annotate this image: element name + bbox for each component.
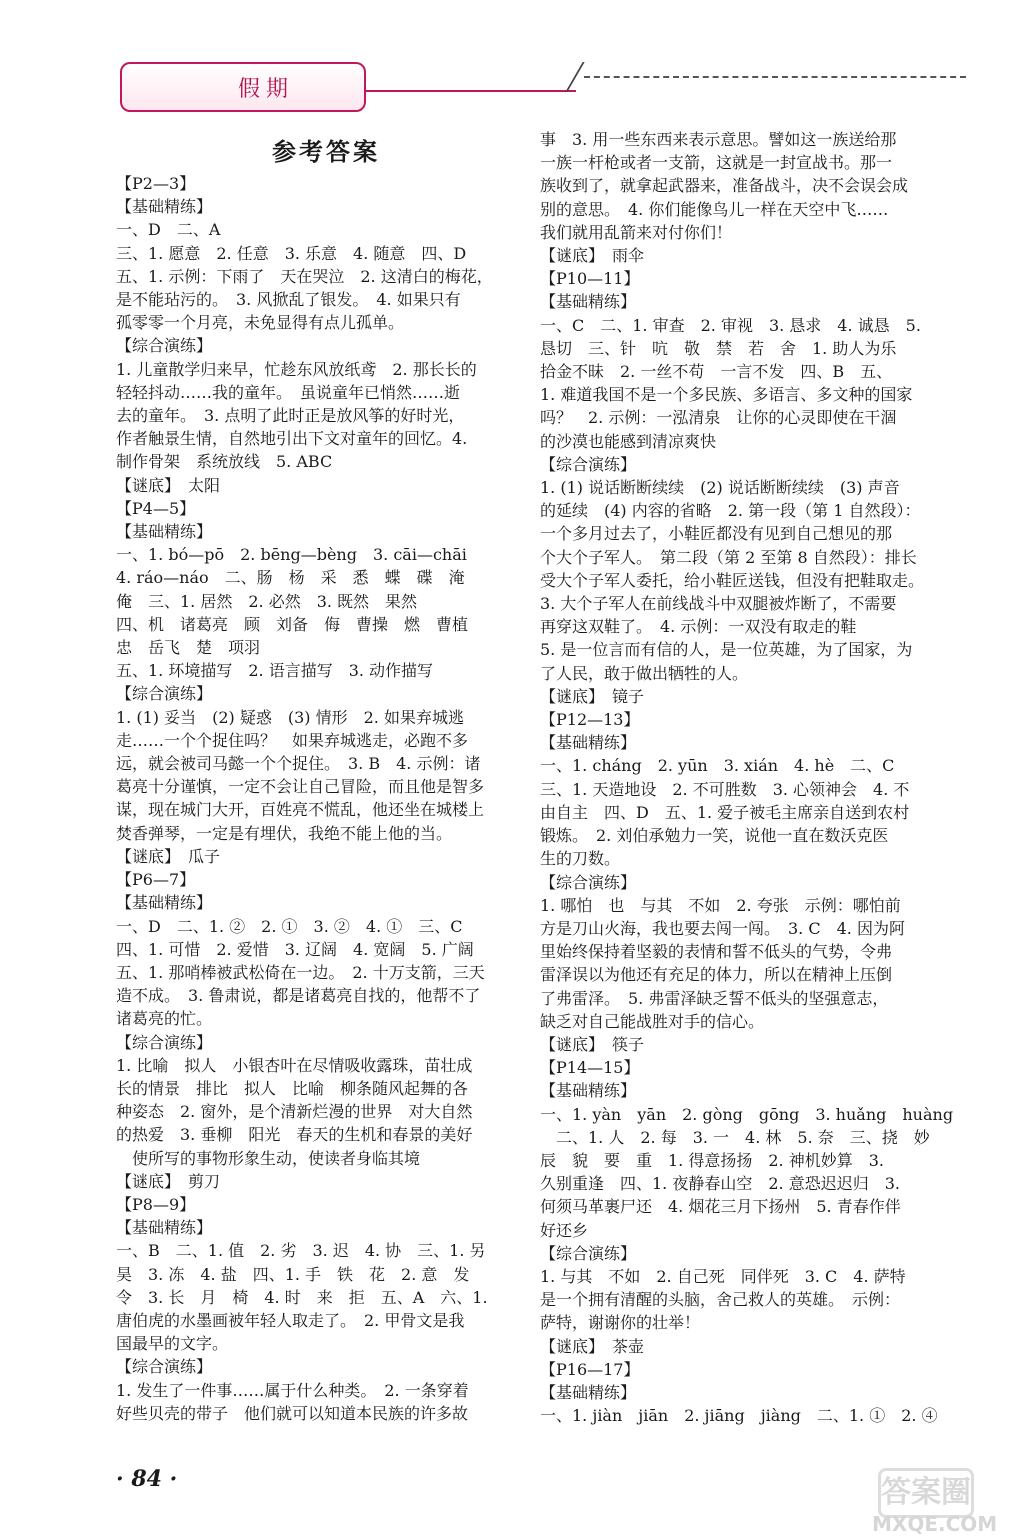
answer-line: 是一个拥有清醒的头脑，舍己救人的英雄。 示例：: [540, 1290, 901, 1310]
answer-line: 恳切 三、针 吭 敬 禁 若 舍 1. 助人为乐: [540, 338, 897, 358]
answer-line: 1. 比喻 拟人 小银杏叶在尽情吸收露珠，苗壮成: [116, 1055, 473, 1075]
answer-line: 【P4—5】: [116, 498, 196, 518]
answer-line: 1. 难道我国不是一个多民族、多语言、多文种的国家: [540, 385, 913, 405]
answer-line: 三、1. 天造地设 2. 不可胜数 3. 心领神会 4. 不: [540, 779, 910, 799]
header-tab-label: 假期: [238, 77, 295, 102]
answer-line: 【综合演练】: [116, 1032, 213, 1052]
answer-line: 【基础精练】: [116, 197, 213, 217]
answer-line: 去的童年。 3. 点明了此时正是放风筝的好时光，: [116, 406, 465, 426]
answer-line: 一个多月过去了，小鞋匠都没有见到自己想见的那: [540, 524, 893, 544]
answer-line: 诸葛亮的忙。: [116, 1009, 213, 1029]
answer-line: 一、B 二、1. 值 2. 劣 3. 迟 4. 协 三、1. 另: [116, 1241, 486, 1261]
answer-line: 【综合演练】: [116, 684, 213, 704]
answer-line: 何须马革裹尸还 4. 烟花三月下扬州 5. 青春作伴: [540, 1197, 901, 1217]
answer-line: 【基础精练】: [540, 292, 637, 312]
answer-line: 造不成。 3. 鲁肃说，都是诸葛亮自找的，他帮不了: [116, 986, 481, 1006]
answer-line: 【P8—9】: [116, 1194, 196, 1214]
answer-line: 吗？ 2. 示例：一泓清泉 让你的心灵即使在干涸: [540, 408, 897, 428]
answer-line: 族收到了，就拿起武器来，准备战斗，决不会误会成: [540, 176, 909, 196]
answer-line: 孤零零一个月亮，未免显得有点儿孤单。: [116, 313, 405, 333]
answer-line: 由自主 四、D 五、1. 爱子被毛主席亲自送到农村: [540, 802, 910, 822]
answer-line: 的延续 (4) 内容的省略 2. 第一段（第 1 自然段）：: [540, 501, 921, 521]
answer-line: 拾金不昧 2. 一丝不苟 一言不发 四、B 五、: [540, 362, 893, 382]
answer-line: 忠 岳飞 楚 项羽: [116, 638, 261, 658]
answer-line: 【综合演练】: [540, 1243, 637, 1263]
answer-line: 5. 是一位言而有信的人，是一位英雄，为了国家，为: [540, 640, 913, 660]
answer-line: 的热爱 3. 垂柳 阳光 春天的生机和春景的美好: [116, 1125, 473, 1145]
answer-line: 四、1. 可惜 2. 爱惜 3. 辽阔 4. 宽阔 5. 广阔: [116, 939, 474, 959]
answer-line: 锻炼。 2. 刘伯承勉力一笑，说他一直在数沃克医: [540, 826, 889, 846]
answer-line: 【P6—7】: [116, 870, 196, 890]
answer-line: 【谜底】 镜子: [540, 686, 645, 706]
watermark-logo: 答案圈: [878, 1468, 974, 1518]
answer-line: 雷泽误以为他还有充足的体力，所以在精神上压倒: [540, 965, 893, 985]
answer-line: 一、1. jiàn jiān 2. jiāng jiàng 二、1. ① 2. ④: [540, 1406, 938, 1426]
right-column: [540, 128, 968, 1427]
answer-line: 事 3. 用一些东西来表示意思。譬如这一族送给那: [540, 130, 897, 149]
answer-line: 长的情景 排比 拟人 比喻 柳条随风起舞的各: [116, 1078, 469, 1098]
answer-line: 【P16—17】: [540, 1359, 640, 1379]
answer-line: 一、1. yàn yān 2. gòng gōng 3. huǎng huàng: [540, 1104, 954, 1124]
answer-line: 葛亮十分谨慎，一定不会让自己冒险，而且他是智多: [116, 777, 485, 797]
answer-line: 1. 儿童散学归来早，忙趁东风放纸鸢 2. 那长长的: [116, 359, 477, 379]
answer-line: 一、D 二、A: [116, 220, 221, 240]
answer-line: 是不能玷污的。 3. 风掀乱了银发。 4. 如果只有: [116, 290, 461, 310]
answer-line: 一族一杆枪或者一支箭，这就是一封宣战书。那一: [540, 153, 893, 173]
header-tab: [120, 62, 366, 112]
answer-line: 俺 三、1. 居然 2. 必然 3. 既然 果然: [116, 591, 418, 611]
answer-line: 国最早的文字。: [116, 1334, 229, 1354]
answer-line: 【综合演练】: [116, 1357, 213, 1377]
answer-line: 一、C 二、1. 审查 2. 审视 3. 恳求 4. 诚恳 5.: [540, 315, 921, 335]
answer-line: 一、1. cháng 2. yūn 3. xián 4. hè 二、C: [540, 756, 895, 776]
answer-line: 1. (1) 说话断断续续 (2) 说话断断续续 (3) 声音: [540, 478, 900, 498]
answer-line: 【基础精练】: [116, 522, 213, 542]
answer-line: 辰 貌 要 重 1. 得意扬扬 2. 神机妙算 3.: [540, 1150, 884, 1170]
answer-line: 【基础精练】: [116, 1218, 213, 1238]
answer-line: 里始终保持着坚毅的表情和誓不低头的气势，令弗: [540, 942, 893, 962]
answer-line: 【谜底】 雨伞: [540, 246, 645, 266]
answer-line: 【谜底】 筷子: [540, 1034, 645, 1054]
answer-line: 萨特，谢谢你的壮举！: [540, 1313, 701, 1333]
answer-line: 三、1. 愿意 2. 任意 3. 乐意 4. 随意 四、D: [116, 243, 467, 263]
header-rule: [366, 90, 576, 92]
header-slant-divider: [565, 62, 584, 92]
answer-line: 我们就用乱箭来对付你们！: [540, 222, 733, 242]
answer-line: 个大个子军人。 第二段（第 2 至第 8 自然段）：排长: [540, 547, 917, 567]
answer-line: 【谜底】 瓜子: [116, 846, 221, 866]
answer-line: 五、1. 示例：下雨了 天在哭泣 2. 这清白的梅花，: [116, 266, 493, 286]
watermark-url: MXQE.COM: [872, 1512, 998, 1536]
answer-line: 焚香弹琴，一定是有埋伏，我绝不能上他的当。: [116, 823, 453, 843]
answer-line: 1. (1) 妥当 (2) 疑惑 (3) 情形 2. 如果弃城逃: [116, 707, 464, 727]
answer-line: 1. 哪怕 也 与其 不如 2. 夸张 示例：哪怕前: [540, 895, 901, 915]
answer-line: 3. 大个子军人在前线战斗中双腿被炸断了，不需要: [540, 594, 897, 614]
answer-line: 种姿态 2. 窗外，是个清新烂漫的世界 对大自然: [116, 1102, 473, 1122]
answer-line: 【P10—11】: [540, 269, 640, 289]
answer-line: 五、1. 那哨棒被武松倚在一边。 2. 十万支箭，三天: [116, 962, 485, 982]
answer-line: 4. ráo—náo 二、肠 杨 采 悉 蝶 碟 淹: [116, 568, 465, 588]
page-title: 参考答案: [272, 138, 380, 166]
answer-line: 昊 3. 冻 4. 盐 四、1. 手 铁 花 2. 意 发: [116, 1264, 470, 1284]
answer-line: 走……一个个捉住吗？ 如果弃城逃走，必跑不多: [116, 730, 469, 750]
answer-line: 远，就会被司马懿一个个捉住。 3. B 4. 示例：诸: [116, 754, 481, 774]
answer-line: 【P12—13】: [540, 710, 640, 730]
answer-line: 作者触景生情，自然地引出下文对童年的回忆。4.: [116, 429, 468, 449]
answer-line: 的沙漠也能感到清凉爽快: [540, 431, 717, 451]
answer-line: 【P2—3】: [116, 174, 196, 193]
answer-line: 五、1. 环境描写 2. 语言描写 3. 动作描写: [116, 661, 434, 681]
answer-line: 久别重逢 四、1. 夜静春山空 2. 意恐迟迟归 3.: [540, 1174, 900, 1194]
answer-line: 【谜底】 茶壶: [540, 1336, 645, 1356]
answer-line: 制作骨架 系统放线 5. ABC: [116, 452, 333, 472]
answer-line: 1. 与其 不如 2. 自己死 同伴死 3. C 4. 萨特: [540, 1266, 906, 1286]
answer-line: 【P14—15】: [540, 1058, 640, 1078]
answer-line: 受大个子军人委托，给小鞋匠送钱，但没有把鞋取走。: [540, 570, 925, 590]
answer-line: 方是刀山火海，我也要去闯一闯。 3. C 4. 因为阿: [540, 918, 905, 938]
answer-line: 再穿这双鞋了。 4. 示例：一双没有取走的鞋: [540, 617, 857, 637]
answer-line: 【综合演练】: [540, 872, 637, 892]
answer-line: 使所写的事物形象生动，使读者身临其境: [116, 1148, 421, 1168]
answer-line: 【综合演练】: [540, 454, 637, 474]
answer-line: 好些贝壳的带子 他们就可以知道本民族的许多故: [116, 1403, 469, 1423]
answer-line: 【谜底】 剪刀: [116, 1171, 221, 1191]
answer-line: 生的刀数。: [540, 849, 621, 869]
answer-line: 一、1. bó—pō 2. bēng—bèng 3. cāi—chāi: [116, 545, 467, 565]
answer-line: 二、1. 人 2. 每 3. 一 4. 林 5. 奈 三、挠 妙: [540, 1127, 930, 1147]
answer-line: 好还乡: [540, 1220, 589, 1240]
answer-line: 别的意思。 4. 你们能像鸟儿一样在天空中飞……: [540, 199, 889, 219]
answer-line: 一、D 二、1. ② 2. ① 3. ② 4. ① 三、C: [116, 916, 463, 936]
answer-line: 【基础精练】: [540, 733, 637, 753]
answer-line: 【谜底】 太阳: [116, 475, 221, 495]
right-answer-lines: [540, 128, 968, 1427]
answer-line: 四、机 诸葛亮 顾 刘备 侮 曹操 燃 曹植: [116, 614, 469, 634]
answer-line: 了弗雷泽。 5. 弗雷泽缺乏誓不低头的坚强意志，: [540, 988, 889, 1008]
answer-line: 唐伯虎的水墨画被年轻人取走了。 2. 甲骨文是我: [116, 1310, 465, 1330]
answer-line: 令 3. 长 月 椅 4. 时 来 拒 五、A 六、1.: [116, 1287, 488, 1307]
header-dashed-rule: [584, 76, 966, 78]
answer-line: 【基础精练】: [116, 893, 213, 913]
left-column: [116, 132, 536, 1425]
answer-line: 轻轻抖动……我的童年。 虽说童年已悄然……逝: [116, 382, 461, 402]
answer-line: 1. 发生了一件事……属于什么种类。 2. 一条穿着: [116, 1380, 469, 1400]
answer-line: 【基础精练】: [540, 1382, 637, 1402]
answer-line: 缺乏对自己能战胜对手的信心。: [540, 1011, 765, 1031]
answer-line: 了人民，敢于做出牺牲的人。: [540, 663, 749, 683]
answer-line: 【综合演练】: [116, 336, 213, 356]
answer-line: 谋，现在城门大开，百姓亮不慌乱，他还坐在城楼上: [116, 800, 485, 820]
left-answer-lines: [116, 172, 536, 1425]
answer-line: 【基础精练】: [540, 1081, 637, 1101]
page-number: · 84 ·: [116, 1466, 178, 1492]
